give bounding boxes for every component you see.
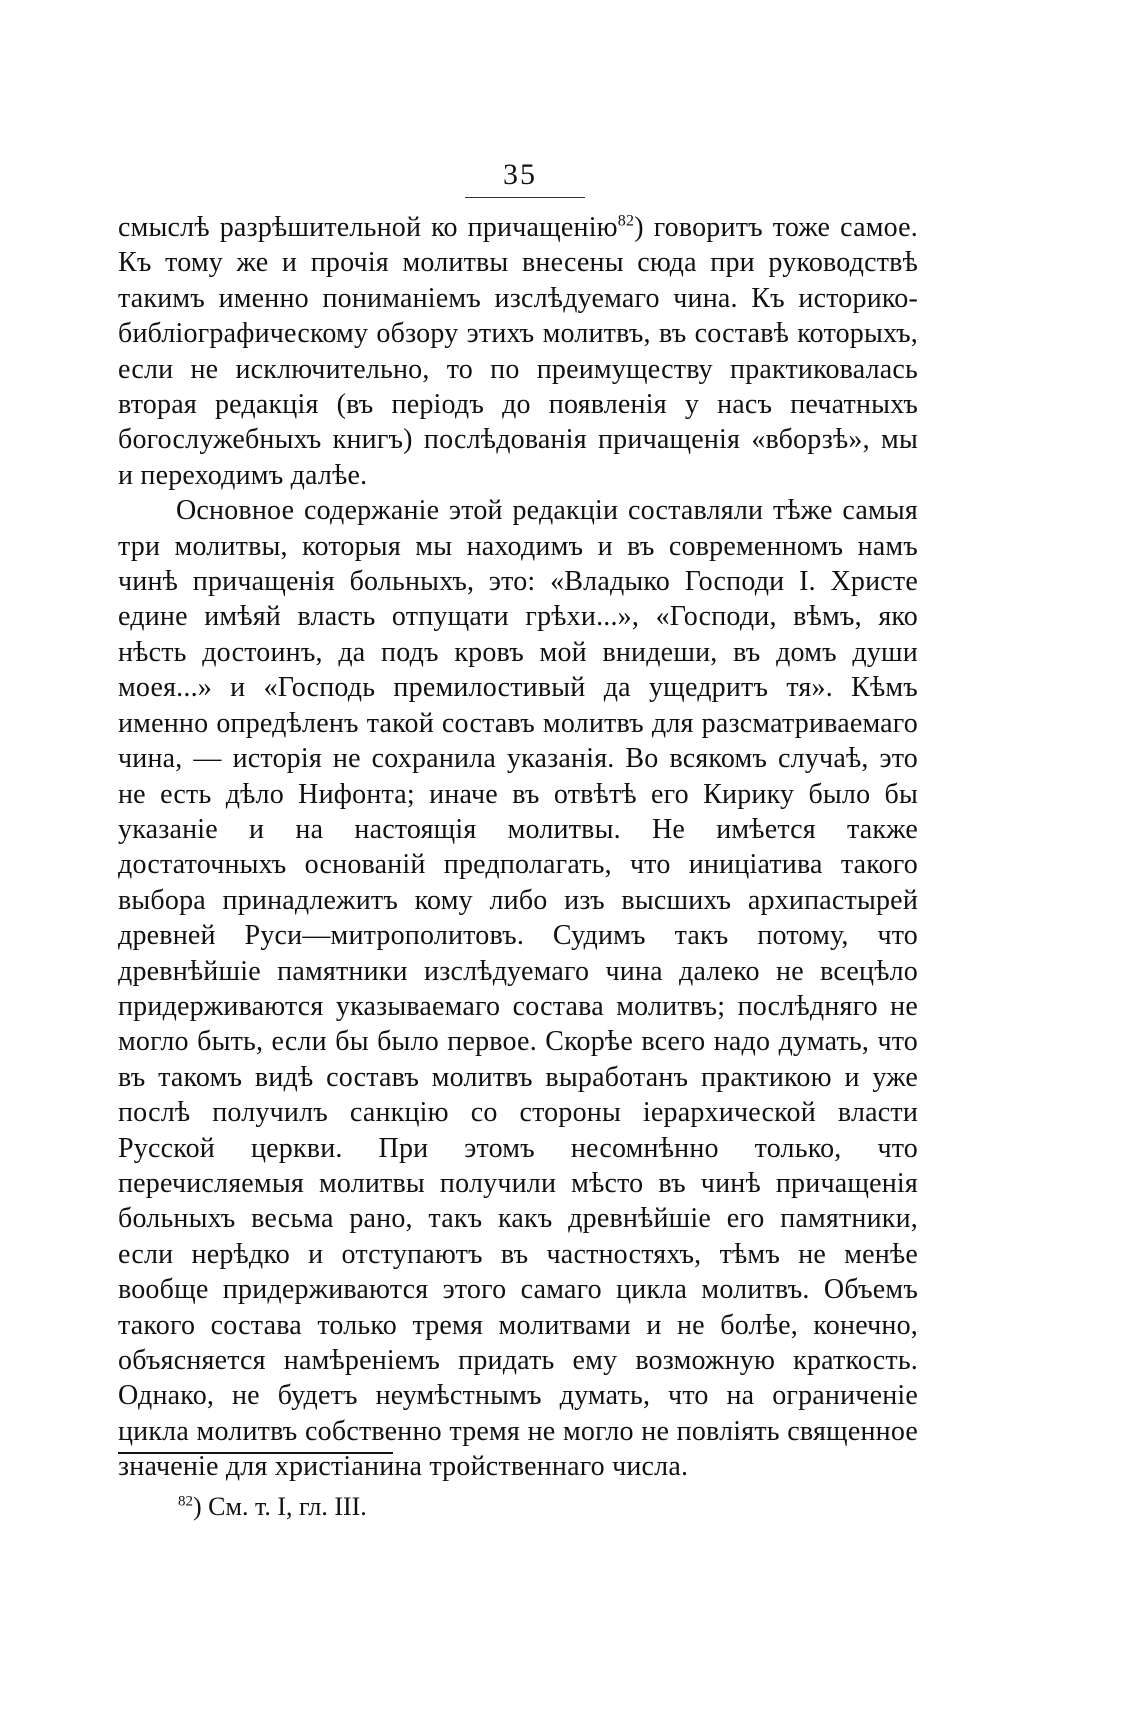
paragraph-2: Основное содержаніе этой редакціи составляли тѣже самыя три молитвы, которыя мы находимъ и въ современномъ намъ чинѣ причащенія больныхъ, это: «Владыко Господи І. Христе едине имѣяй власть отпущати грѣхи...», «Господи, вѣмъ, яко нѣсть достоинъ, да подъ кровъ мой внидеши, въ домъ души моея...» и «Господь премилостивый да ущедритъ тя». Кѣмъ именно опредѣленъ такой составъ молитвъ для разсматриваемаго чина, — исторія не сохранила указанія. Во всякомъ случаѣ, это не есть дѣло Нифонта; иначе въ отвѣтѣ его Кирику было бы указаніе и на настоящія молитвы. Не имѣется также достаточныхъ основаній предполагать, что иниціатива такого выбора принадлежитъ кому либо изъ высшихъ архипастырей древней Руси—митрополитовъ. Судимъ такъ потому, что древнѣйшіе памятники изслѣдуемаго чина далеко не всецѣло придерживаются указываемаго состава молитвъ; послѣдняго не могло быть, если бы было первое. Скорѣе всего надо думать, что въ такомъ видѣ составъ молитвъ выработанъ практикою и уже послѣ получилъ санкцію со стороны іерархической власти Русской церкви. При этомъ несомнѣнно только, что перечисляемыя молитвы получили мѣсто въ чинѣ причащенія больныхъ весьма рано, такъ какъ древнѣйшіе его памятники, если нерѣдко и отступаютъ въ частностяхъ, тѣмъ не менѣе вообще придерживаются этого самаго цикла молитвъ. Объемъ такого состава только тремя молитвами и не болѣе, конечно, объясняется намѣреніемъ придать ему возможную краткость. Однако, не будетъ неумѣстнымъ думать, что на ограниченіе цикла молитвъ собственно тремя не могло не повліять священное значеніе для христіанина тройственнаго числа. (118, 495, 918, 1483)
page-number-rule (465, 197, 585, 198)
footnote (178, 1492, 367, 1522)
paragraph-1 (118, 210, 918, 493)
footnote-separator (118, 1452, 393, 1454)
body-text (118, 210, 918, 1485)
paragraph-1-start: смыслѣ разрѣшительной ко причащенію (118, 212, 618, 243)
footnote-mark: 82 (178, 1493, 193, 1510)
footnote-reference[interactable]: 82 (617, 212, 635, 230)
page-number: 35 (503, 158, 537, 191)
footnote-text: ) См. т. I, гл. III. (193, 1492, 367, 1521)
paragraph-1-rest: ) говоритъ тоже самое. Къ тому же и прочія молитвы внесены сюда при руководствѣ такимъ именно пониманіемъ изслѣдуемаго чина. Къ историко-библіографическому обзору этихъ молитвъ, въ составѣ которыхъ, если не исключительно, то по преимуществу практиковалась вторая редакція (въ періодъ до появленія у насъ печатныхъ богослужебныхъ книгъ) послѣдованія причащенія «вборзѣ», мы и переходимъ далѣе. (118, 212, 918, 491)
